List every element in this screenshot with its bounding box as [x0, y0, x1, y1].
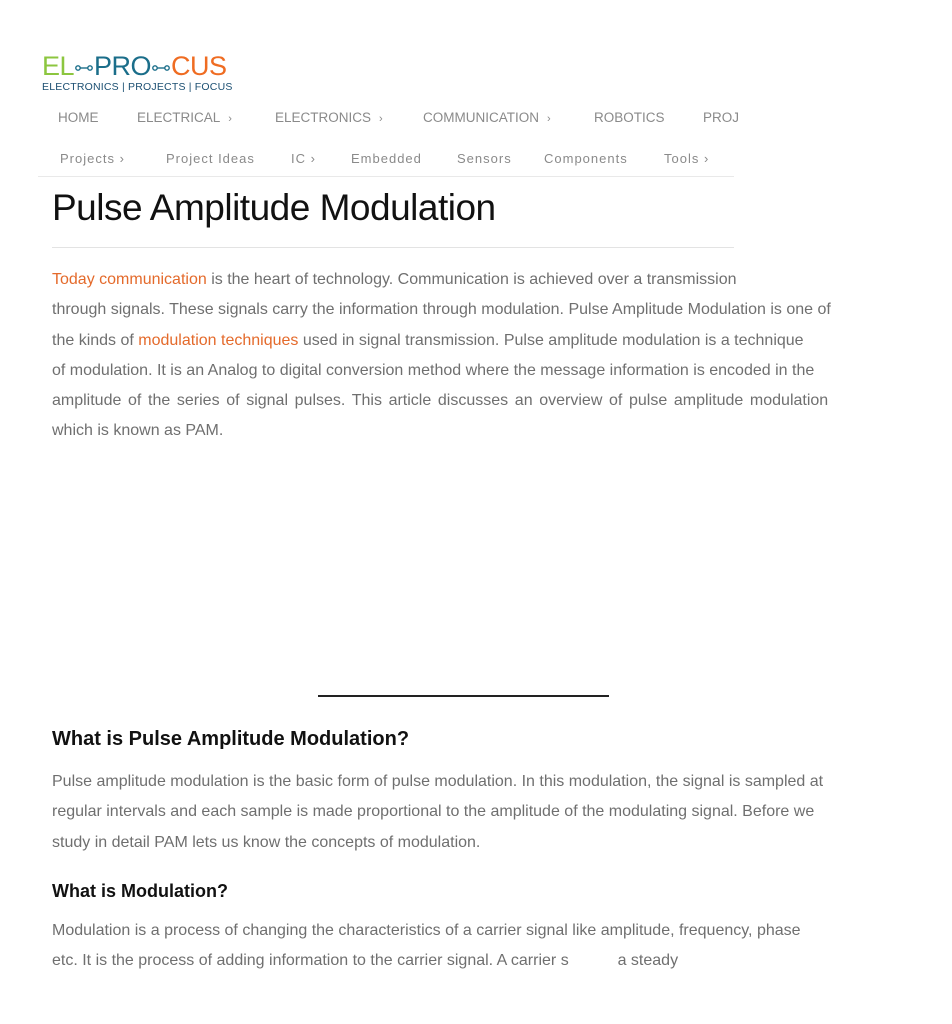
subnav-item-embedded[interactable]: Embedded: [351, 151, 422, 166]
nav-item-label: ELECTRONICS: [275, 110, 372, 125]
chevron-right-icon: ›: [379, 113, 383, 125]
logo-pro: PRO: [94, 51, 152, 81]
subnav-item-sensors[interactable]: Sensors: [457, 151, 512, 166]
pam-line-2: regular intervals and each sample is made proportional to the amplitude of the modulating signal. Before we: [52, 803, 815, 821]
embedded-media-placeholder: [318, 695, 609, 697]
logo-el: EL: [42, 51, 75, 81]
section-heading-modulation: What is Modulation?: [52, 881, 228, 901]
subnav-item-project-ideas[interactable]: Project Ideas: [166, 151, 255, 166]
page-title: Pulse Amplitude Modulation: [52, 187, 496, 228]
subnav-item-tools[interactable]: Tools ›: [664, 151, 710, 166]
intro-line-5: amplitude of the series of signal pulses. This article discusses an overview of pulse amplitude modulation: [52, 392, 829, 410]
mod-line-1: Modulation is a process of changing the characteristics of a carrier signal like amplitude, frequency, phase: [52, 922, 801, 939]
nav-item-label: PROJ: [703, 110, 740, 125]
mod-line-2: etc. It is the process of adding information to the carrier signal. A carrier s a steady: [52, 952, 679, 970]
pam-line-1: Pulse amplitude modulation is the basic form of pulse modulation. In this modulation, the signal is sampled at: [52, 773, 824, 790]
article-body: [52, 0, 831, 1024]
intro-paragraph: [52, 265, 952, 447]
chevron-right-icon: ›: [228, 113, 232, 125]
nav-item-label: COMMUNICATION: [423, 110, 539, 125]
intro-line-2: through signals. These signals carry the information through modulation. Pulse Amplitude Modulation is one of: [52, 301, 831, 319]
modulation-paragraph: [52, 916, 952, 977]
subnav-item-projects[interactable]: Projects ›: [60, 151, 125, 166]
today-communication-link[interactable]: Today communication: [52, 271, 207, 288]
nav-item-label: ELECTRICAL: [137, 110, 221, 125]
logo-tagline: ELECTRONICS | PROJECTS | FOCUS: [42, 81, 233, 93]
intro-line-6: which is known as PAM.: [52, 422, 224, 440]
chevron-right-icon: ›: [547, 113, 551, 125]
intro-line-3-pre: the kinds of: [52, 331, 139, 349]
intro-line-1: is the heart of technology. Communication is achieved over a transmission: [206, 271, 737, 288]
section-heading-pam: What is Pulse Amplitude Modulation?: [52, 728, 410, 750]
logo-cus: CUS: [171, 51, 227, 81]
nav-item-label: ROBOTICS: [594, 110, 665, 125]
pam-paragraph: [52, 767, 952, 858]
subnav-item-components[interactable]: Components: [544, 151, 628, 166]
pam-line-3: study in detail PAM lets us know the concepts of modulation.: [52, 833, 481, 851]
intro-line-3-post: used in signal transmission. Pulse amplitude modulation is a technique: [298, 331, 804, 349]
subnav-item-ic[interactable]: IC ›: [291, 151, 316, 166]
nav-item-label: HOME: [58, 110, 99, 125]
modulation-techniques-link[interactable]: modulation techniques: [138, 331, 299, 349]
intro-line-4: of modulation. It is an Analog to digital conversion method where the message information is encoded in the: [52, 361, 815, 379]
